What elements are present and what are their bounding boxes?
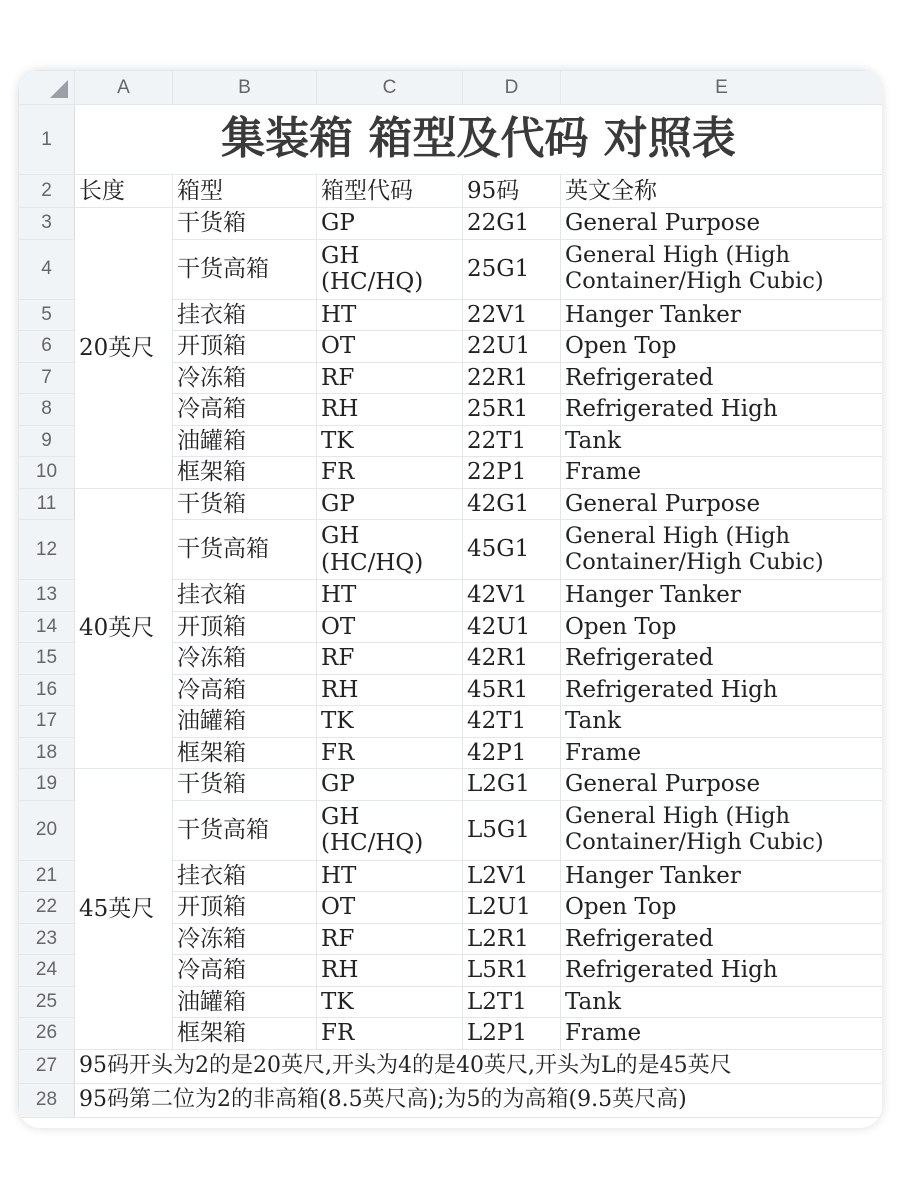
code-cell[interactable]: GH (HC/HQ) [317, 800, 463, 860]
row-header[interactable]: 1 [19, 105, 75, 175]
row-header[interactable]: 17 [19, 706, 75, 738]
select-all-triangle-icon [50, 80, 68, 98]
header-row [19, 175, 883, 208]
english-name-cell[interactable]: Frame [561, 457, 883, 489]
code-cell[interactable]: HT [317, 580, 463, 612]
code-cell[interactable]: HT [317, 860, 463, 892]
code-cell[interactable]: RH [317, 955, 463, 987]
type-cell[interactable]: 冷冻箱 [173, 923, 317, 955]
code-cell[interactable]: GP [317, 208, 463, 240]
type-cell[interactable]: 冷高箱 [173, 674, 317, 706]
english-name-cell[interactable]: Tank [561, 986, 883, 1018]
code95-cell[interactable]: 42V1 [463, 580, 561, 612]
code95-cell[interactable]: 42T1 [463, 706, 561, 738]
english-name-cell[interactable]: General Purpose [561, 488, 883, 520]
type-header[interactable]: 箱型 [173, 175, 317, 208]
column-header-a[interactable]: A [75, 71, 173, 105]
type-cell[interactable]: 干货高箱 [173, 800, 317, 860]
code95-cell[interactable]: 22T1 [463, 425, 561, 457]
code95-cell[interactable]: 45G1 [463, 520, 561, 580]
row-header[interactable]: 15 [19, 643, 75, 675]
code95-cell[interactable]: 22R1 [463, 362, 561, 394]
code-cell[interactable]: FR [317, 457, 463, 489]
row-header[interactable]: 20 [19, 800, 75, 860]
row-header[interactable]: 13 [19, 580, 75, 612]
code95-cell[interactable]: L2U1 [463, 892, 561, 924]
code-cell[interactable]: GH (HC/HQ) [317, 520, 463, 580]
row-header[interactable]: 22 [19, 892, 75, 924]
english-name-cell[interactable]: Refrigerated [561, 362, 883, 394]
code-cell[interactable]: HT [317, 299, 463, 331]
code-header[interactable]: 箱型代码 [317, 175, 463, 208]
length-cell[interactable]: 20英尺 [75, 208, 173, 489]
row-header[interactable]: 10 [19, 457, 75, 489]
row-header[interactable]: 4 [19, 239, 75, 299]
column-header-d[interactable]: D [463, 71, 561, 105]
english-name-cell[interactable]: Hanger Tanker [561, 860, 883, 892]
code95-cell[interactable]: 25G1 [463, 239, 561, 299]
note-cell[interactable] [75, 1049, 883, 1083]
type-cell[interactable]: 框架箱 [173, 1018, 317, 1050]
type-cell[interactable]: 干货箱 [173, 488, 317, 520]
row-header[interactable]: 2 [19, 175, 75, 208]
code-cell[interactable]: GH (HC/HQ) [317, 239, 463, 299]
code95-cell[interactable]: L2V1 [463, 860, 561, 892]
length-cell[interactable]: 45英尺 [75, 769, 173, 1050]
note-text: 95码开头为2的是20英尺,开头为4的是40英尺,开头为L的是45英尺 [79, 1053, 732, 1079]
row-header[interactable]: 12 [19, 520, 75, 580]
length-cell[interactable]: 40英尺 [75, 488, 173, 769]
code-cell[interactable]: RF [317, 923, 463, 955]
row-header[interactable]: 28 [19, 1083, 75, 1117]
sheet-title[interactable]: 集装箱 箱型及代码 对照表 [75, 105, 883, 175]
code-cell[interactable]: RH [317, 394, 463, 426]
row-header[interactable]: 24 [19, 955, 75, 987]
code95-cell[interactable]: 45R1 [463, 674, 561, 706]
type-cell[interactable]: 开顶箱 [173, 331, 317, 363]
table-row [19, 769, 883, 801]
note-cell[interactable] [75, 1083, 883, 1117]
select-all-corner[interactable] [19, 71, 75, 105]
type-cell[interactable]: 干货箱 [173, 208, 317, 240]
column-header-row [19, 71, 883, 105]
english-name-cell[interactable]: Tank [561, 425, 883, 457]
row-header[interactable]: 7 [19, 362, 75, 394]
english-name-cell[interactable]: Refrigerated [561, 643, 883, 675]
english-name-cell[interactable]: Refrigerated [561, 923, 883, 955]
english-name-cell[interactable]: General Purpose [561, 208, 883, 240]
title-row [19, 105, 883, 175]
code-cell[interactable]: OT [317, 331, 463, 363]
code95-cell[interactable]: L2P1 [463, 1018, 561, 1050]
code-cell[interactable]: TK [317, 706, 463, 738]
english-name-cell[interactable]: General Purpose [561, 769, 883, 801]
english-name-cell[interactable]: General High (High Container/High Cubic) [561, 800, 883, 860]
table-row [19, 208, 883, 240]
type-cell[interactable]: 油罐箱 [173, 986, 317, 1018]
code-cell[interactable]: RH [317, 674, 463, 706]
code-cell[interactable]: FR [317, 737, 463, 769]
code95-cell[interactable]: 22U1 [463, 331, 561, 363]
type-cell[interactable]: 冷冻箱 [173, 643, 317, 675]
type-cell[interactable]: 开顶箱 [173, 892, 317, 924]
code95-cell[interactable]: 42U1 [463, 611, 561, 643]
english-name-cell[interactable]: Refrigerated High [561, 394, 883, 426]
english-name-cell[interactable]: Open Top [561, 331, 883, 363]
english-name-cell[interactable]: Open Top [561, 611, 883, 643]
table-row [19, 488, 883, 520]
row-header[interactable]: 14 [19, 611, 75, 643]
row-header[interactable]: 25 [19, 986, 75, 1018]
code95-cell[interactable]: L5G1 [463, 800, 561, 860]
code-cell[interactable]: GP [317, 488, 463, 520]
row-header[interactable]: 18 [19, 737, 75, 769]
code-cell[interactable]: OT [317, 611, 463, 643]
type-cell[interactable]: 干货高箱 [173, 520, 317, 580]
code-cell[interactable]: RF [317, 362, 463, 394]
code95-cell[interactable]: 22P1 [463, 457, 561, 489]
row-header[interactable]: 9 [19, 425, 75, 457]
column-header-e[interactable]: E [561, 71, 883, 105]
english-name-cell[interactable]: Hanger Tanker [561, 580, 883, 612]
type-cell[interactable]: 干货高箱 [173, 239, 317, 299]
container-code-table [18, 70, 882, 1118]
english-name-cell[interactable]: Refrigerated High [561, 674, 883, 706]
code95-cell[interactable]: L5R1 [463, 955, 561, 987]
english-name-cell[interactable]: Tank [561, 706, 883, 738]
code95-cell[interactable]: 42P1 [463, 737, 561, 769]
type-cell[interactable]: 挂衣箱 [173, 299, 317, 331]
english-name-cell[interactable]: Open Top [561, 892, 883, 924]
row-header[interactable]: 21 [19, 860, 75, 892]
english-name-cell[interactable]: Frame [561, 1018, 883, 1050]
row-header[interactable]: 8 [19, 394, 75, 426]
type-cell[interactable]: 冷高箱 [173, 955, 317, 987]
type-cell[interactable]: 挂衣箱 [173, 580, 317, 612]
code-cell[interactable]: OT [317, 892, 463, 924]
code95-cell[interactable]: 22V1 [463, 299, 561, 331]
type-cell[interactable]: 干货箱 [173, 769, 317, 801]
code95-cell[interactable]: L2R1 [463, 923, 561, 955]
row-header[interactable]: 5 [19, 299, 75, 331]
spreadsheet [18, 70, 882, 1128]
row-header[interactable]: 26 [19, 1018, 75, 1050]
code-cell[interactable]: TK [317, 425, 463, 457]
type-cell[interactable]: 框架箱 [173, 737, 317, 769]
code-cell[interactable]: TK [317, 986, 463, 1018]
code95-cell[interactable]: 22G1 [463, 208, 561, 240]
type-cell[interactable]: 框架箱 [173, 457, 317, 489]
column-header-b[interactable]: B [173, 71, 317, 105]
english-name-header[interactable]: 英文全称 [561, 175, 883, 208]
column-header-c[interactable]: C [317, 71, 463, 105]
length-header[interactable]: 长度 [75, 175, 173, 208]
row-header[interactable]: 3 [19, 208, 75, 240]
row-header[interactable]: 27 [19, 1049, 75, 1083]
row-header[interactable]: 19 [19, 769, 75, 801]
type-cell[interactable]: 冷冻箱 [173, 362, 317, 394]
code95-cell[interactable]: L2T1 [463, 986, 561, 1018]
english-name-cell[interactable]: Hanger Tanker [561, 299, 883, 331]
note-row [19, 1083, 883, 1117]
type-cell[interactable]: 开顶箱 [173, 611, 317, 643]
code-cell[interactable]: GP [317, 769, 463, 801]
code95-cell[interactable]: 42R1 [463, 643, 561, 675]
row-header[interactable]: 16 [19, 674, 75, 706]
note-text: 95码第二位为2的非高箱(8.5英尺高);为5的为高箱(9.5英尺高) [79, 1087, 687, 1113]
type-cell[interactable]: 油罐箱 [173, 425, 317, 457]
english-name-cell[interactable]: General High (High Container/High Cubic) [561, 520, 883, 580]
code95-cell[interactable]: 42G1 [463, 488, 561, 520]
type-cell[interactable]: 冷高箱 [173, 394, 317, 426]
code95-header[interactable]: 95码 [463, 175, 561, 208]
row-header[interactable]: 23 [19, 923, 75, 955]
type-cell[interactable]: 挂衣箱 [173, 860, 317, 892]
row-header[interactable]: 6 [19, 331, 75, 363]
note-row [19, 1049, 883, 1083]
code95-cell[interactable]: L2G1 [463, 769, 561, 801]
type-cell[interactable]: 油罐箱 [173, 706, 317, 738]
english-name-cell[interactable]: General High (High Container/High Cubic) [561, 239, 883, 299]
row-header[interactable]: 11 [19, 488, 75, 520]
english-name-cell[interactable]: Frame [561, 737, 883, 769]
english-name-cell[interactable]: Refrigerated High [561, 955, 883, 987]
code-cell[interactable]: FR [317, 1018, 463, 1050]
code-cell[interactable]: RF [317, 643, 463, 675]
code95-cell[interactable]: 25R1 [463, 394, 561, 426]
